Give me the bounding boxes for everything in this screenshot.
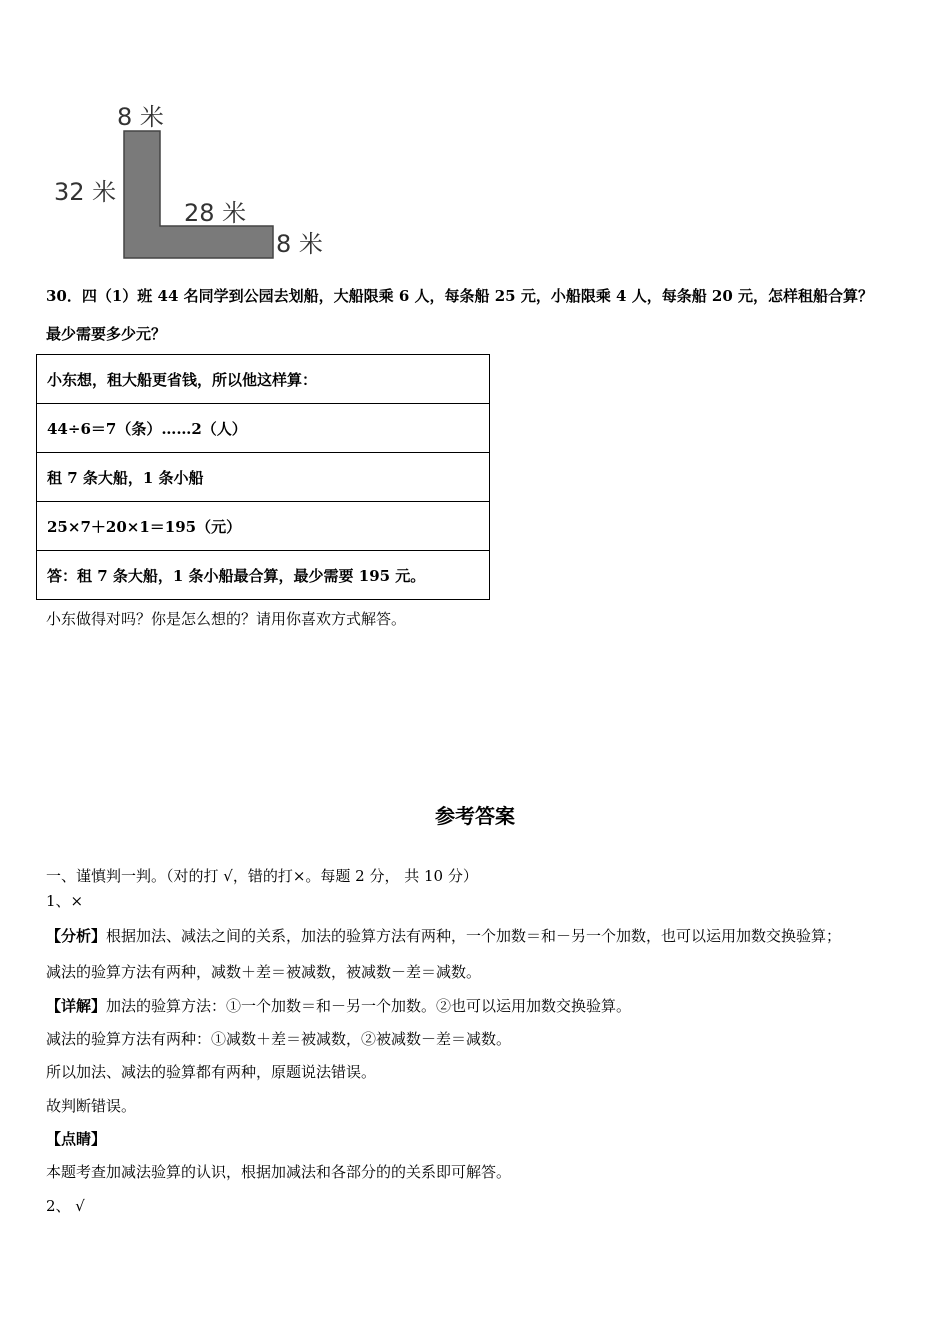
analysis-line [46,925,841,946]
detail-line-2: 减法的验算方法有两种：①减数＋差＝被减数，②被减数－差＝减数。 [46,1030,512,1048]
detail-tag: 【详解】 [46,997,107,1015]
table-row [37,355,490,404]
left-height-label: 32 米 [54,178,117,206]
detail-text: 加法的验算方法：①一个加数＝和－另一个加数。②也可以运用加数交换验算。 [106,997,632,1015]
table-cell: 44÷6＝7（条）……2（人） [37,404,490,453]
point-tag: 【点睛】 [46,1130,107,1148]
student-solution-table [36,354,490,600]
section-1-heading: 一、谨慎判一判。（对的打 √，错的打×。每题 2 分， 共 10 分） [46,867,478,885]
question-30-line1: 30．四（1）班 44 名同学到公园去划船，大船限乘 6 人，每条船 25 元，小船限乘 4 人，每条船 20 元，怎样租船合算？ [46,287,874,305]
question-30-followup: 小东做得对吗？你是怎么想的？请用你喜欢方式解答。 [46,610,407,628]
detail-line-3: 所以加法、减法的验算都有两种，原题说法错误。 [46,1063,377,1081]
table-cell: 答：租 7 条大船，1 条小船最合算，最少需要 195 元。 [37,551,490,600]
answer-item-2: 2、 √ [46,1197,85,1215]
table-cell: 25×7＋20×1＝195（元） [37,502,490,551]
analysis-text: 根据加法、减法之间的关系，加法的验算方法有两种，一个加数＝和－另一个加数，也可以运用加数交换验算； [106,927,842,945]
table-cell: 小东想，租大船更省钱，所以他这样算： [37,355,490,404]
table-row [37,551,490,600]
table-row [37,404,490,453]
right-height-label: 8 米 [276,230,323,258]
table-row [37,453,490,502]
analysis-continued: 减法的验算方法有两种，减数＋差＝被减数，被减数－差＝减数。 [46,963,482,981]
l-shape-figure [40,90,340,270]
table-row [37,502,490,551]
analysis-tag: 【分析】 [46,927,107,945]
table-cell: 租 7 条大船，1 条小船 [37,453,490,502]
bottom-length-label: 28 米 [184,199,247,227]
answers-title: 参考答案 [435,804,515,828]
question-30-line2: 最少需要多少元？ [46,325,167,343]
answer-item-1: 1、× [46,892,84,910]
top-width-label: 8 米 [117,103,164,131]
detail-line-4: 故判断错误。 [46,1097,137,1115]
point-text: 本题考查加减法验算的认识，根据加减法和各部分的的关系即可解答。 [46,1163,512,1181]
detail-line [46,995,631,1016]
